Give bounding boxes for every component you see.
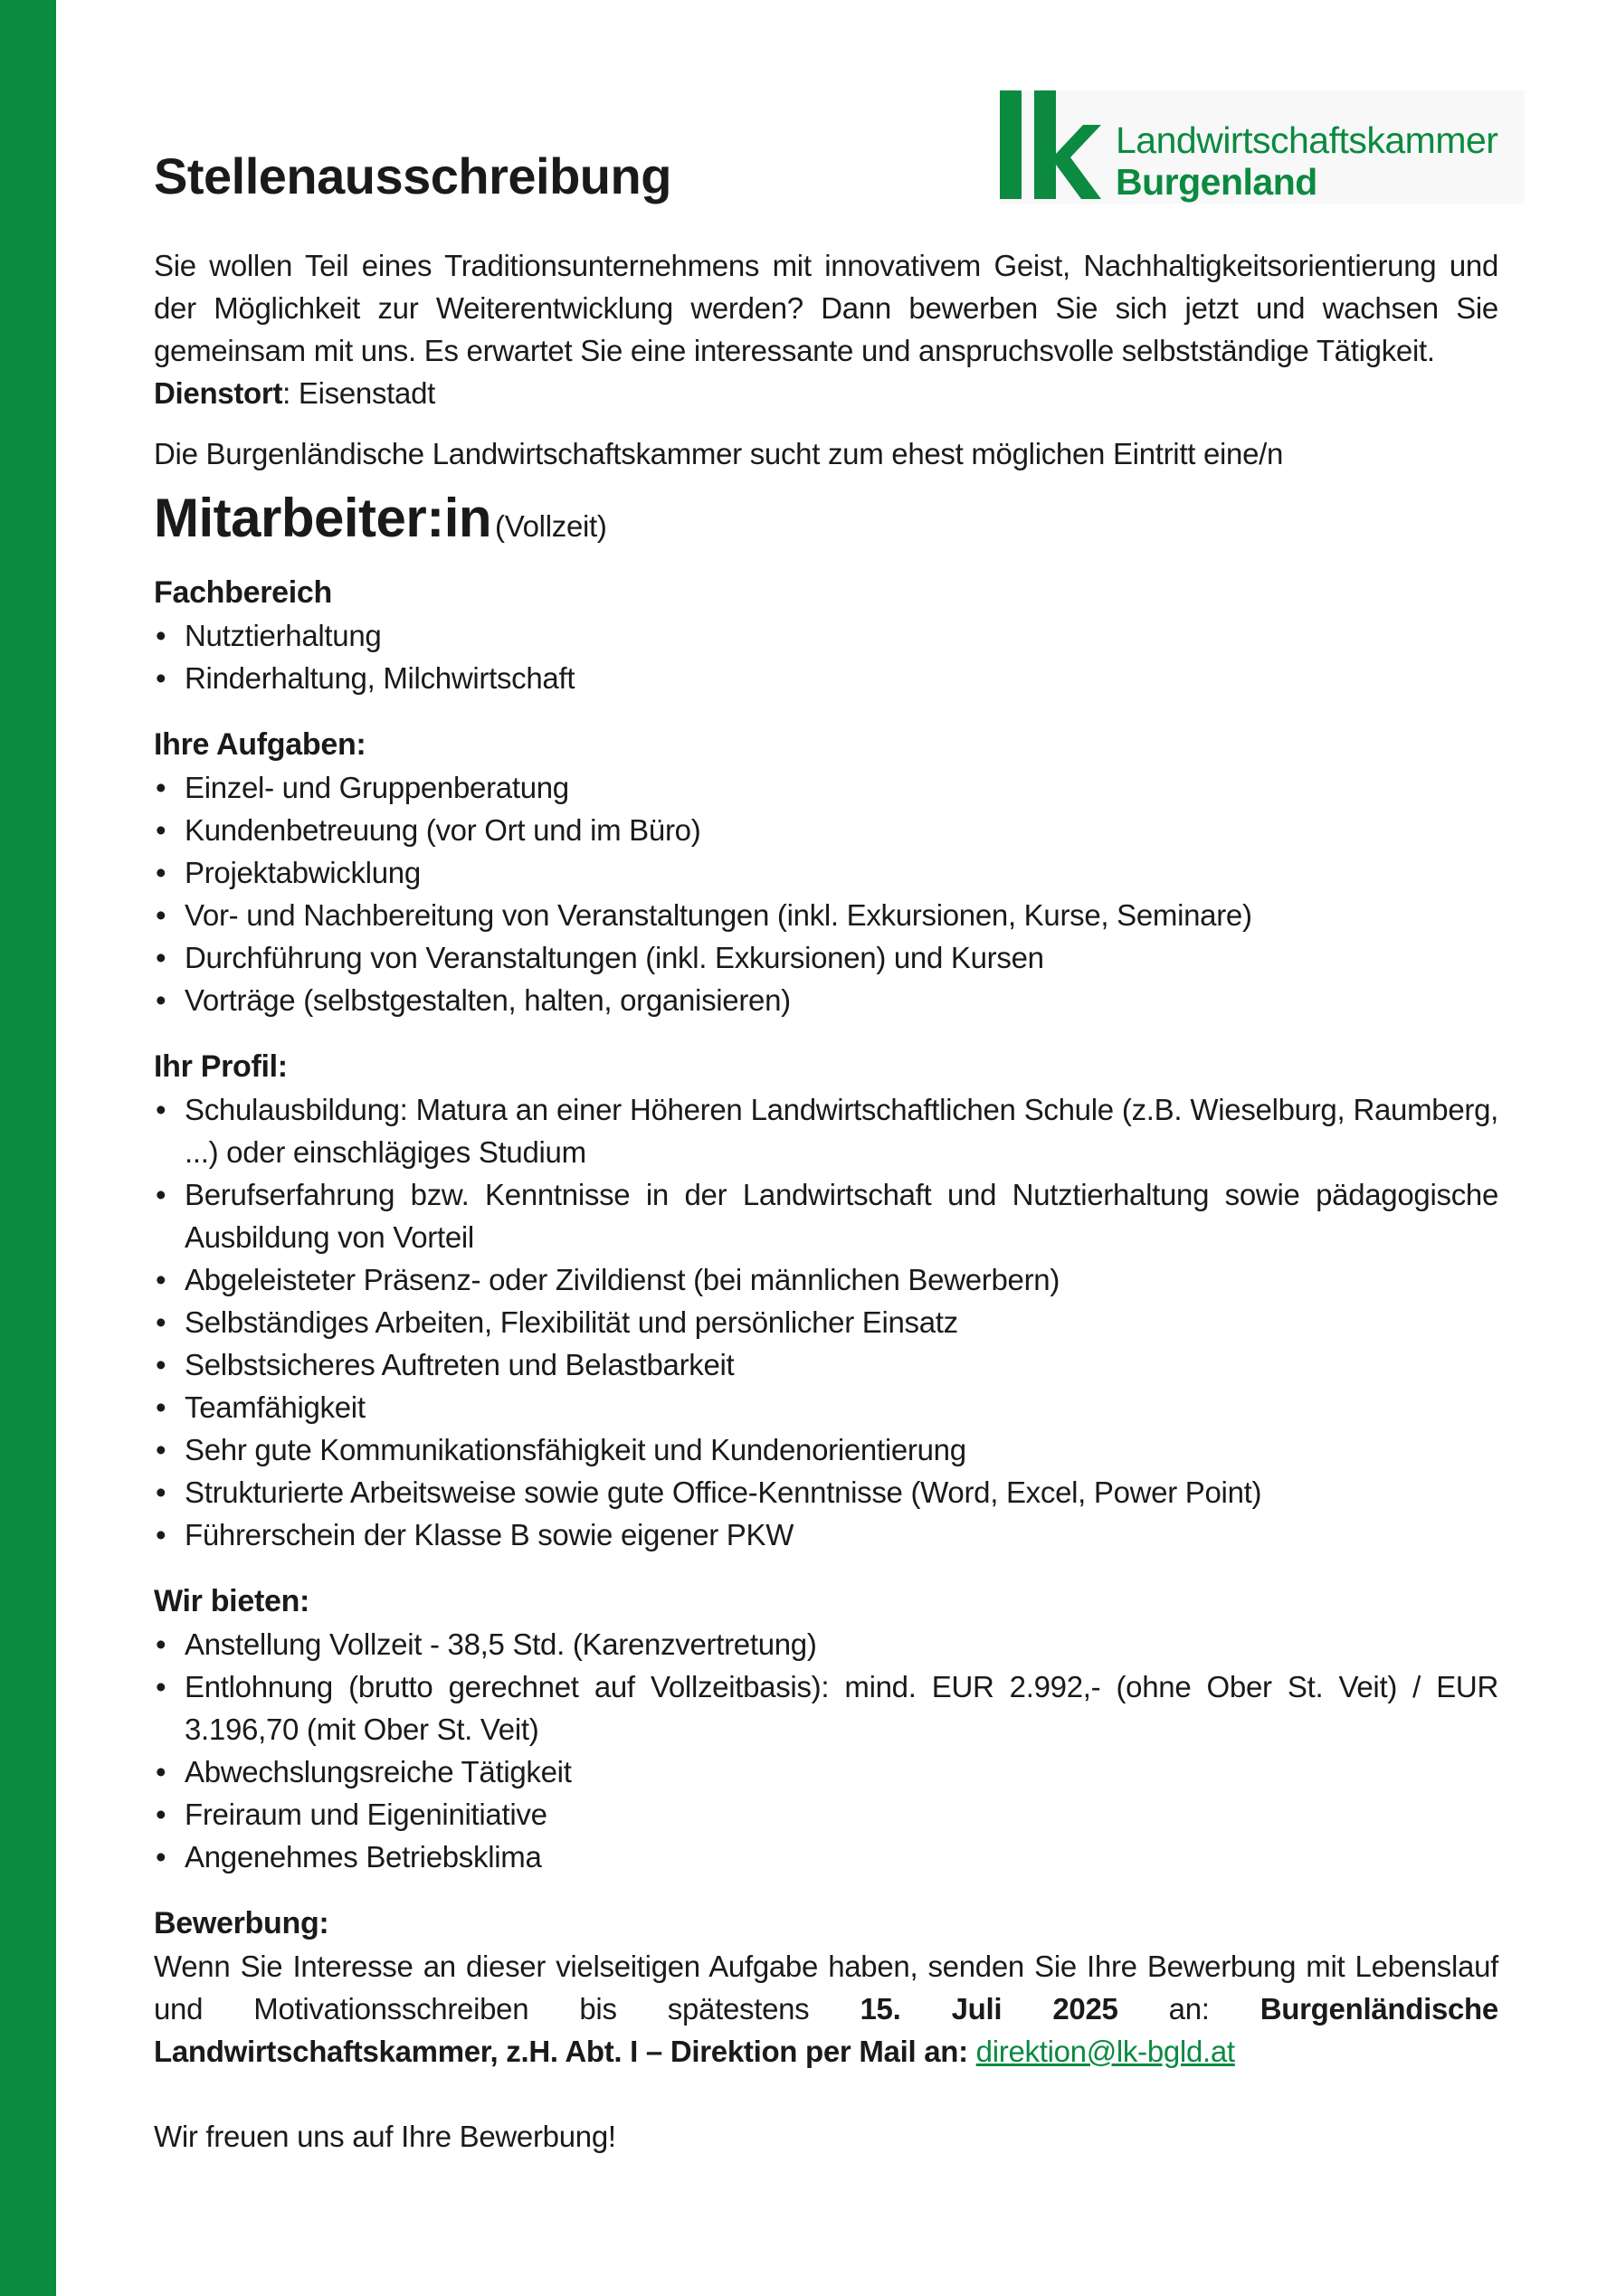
list-item: • Abwechslungsreiche Tätigkeit [154, 1750, 1498, 1793]
application-text-2: an: [1117, 1992, 1260, 2026]
document-body [154, 244, 1498, 2158]
list-item: • Sehr gute Kommunikationsfähigkeit und Kundenorientierung [154, 1428, 1498, 1471]
location-line [154, 372, 1498, 414]
application-recipient: Burgenländische Landwirtschaftskammer, z.H. Abt. I – Direktion per Mail an: [154, 1992, 1498, 2068]
application-deadline: 15. Juli 2025 [860, 1992, 1118, 2026]
aufgaben-list [154, 766, 1498, 1021]
list-item: • Selbstsicheres Auftreten und Belastbarkeit [154, 1343, 1498, 1386]
bieten-heading: Wir bieten: [154, 1584, 310, 1618]
bieten-list [154, 1623, 1498, 1878]
left-green-bar [0, 0, 56, 2296]
job-title: Mitarbeiter:in [154, 488, 492, 548]
list-item: • Anstellung Vollzeit - 38,5 Std. (Karenzvertretung) [154, 1623, 1498, 1665]
list-item: • Berufserfahrung bzw. Kenntnisse in der Landwirtschaft und Nutztierhaltung sowie pädagogische Ausbildung von Vorteil [154, 1173, 1498, 1258]
location-value: : Eisenstadt [282, 376, 435, 410]
search-line: Die Burgenländische Landwirtschaftskammer sucht zum ehest möglichen Eintritt eine/n [154, 437, 1284, 470]
list-item: • Teamfähigkeit [154, 1386, 1498, 1428]
profil-list [154, 1088, 1498, 1556]
intro-paragraph: Sie wollen Teil eines Traditionsunternehmens mit innovativem Geist, Nachhaltigkeitsorientierung und der Möglichkeit zur Weiterentwicklung werden? Dann bewerben Sie sich jetzt und wachsen Sie gemeinsam mit uns. Es erwartet Sie eine interessante und anspruchsvolle selbstständige Tätigkeit. [154, 249, 1498, 367]
aufgaben-heading: Ihre Aufgaben: [154, 727, 366, 762]
list-item: • Projektabwicklung [154, 851, 1498, 894]
list-item: • Angenehmes Betriebsklima [154, 1836, 1498, 1878]
list-item: • Rinderhaltung, Milchwirtschaft [154, 657, 1498, 699]
list-item: • Einzel- und Gruppenberatung [154, 766, 1498, 809]
application-text-1: Wenn Sie Interesse an dieser vielseitigen Aufgabe haben, senden Sie Ihre Bewerbung mit Lebenslauf und Motivationsschreiben bis spätestens [154, 1950, 1498, 2026]
list-item: • Freiraum und Eigeninitiative [154, 1793, 1498, 1836]
profil-heading: Ihr Profil: [154, 1049, 288, 1084]
logo [1000, 90, 1525, 204]
list-item: • Kundenbetreuung (vor Ort und im Büro) [154, 809, 1498, 851]
closing-line: Wir freuen uns auf Ihre Bewerbung! [154, 2120, 616, 2153]
list-item: • Durchführung von Veranstaltungen (inkl. Exkursionen) und Kursen [154, 936, 1498, 979]
list-item: • Entlohnung (brutto gerechnet auf Vollzeitbasis): mind. EUR 2.992,- (ohne Ober St. Veit) / EUR 3.196,70 (mit Ober St. Veit) [154, 1665, 1498, 1750]
application-email-link[interactable]: direktion@lk-bgld.at [975, 2035, 1235, 2068]
list-item: • Strukturierte Arbeitsweise sowie gute Office-Kenntnisse (Word, Excel, Power Point) [154, 1471, 1498, 1513]
list-item: • Vorträge (selbstgestalten, halten, organisieren) [154, 979, 1498, 1021]
fachbereich-heading: Fachbereich [154, 575, 332, 610]
logo-line-2: Burgenland [1116, 161, 1317, 203]
application-paragraph [154, 1945, 1498, 2073]
list-item: • Schulausbildung: Matura an einer Höheren Landwirtschaftlichen Schule (z.B. Wieselburg, Raumberg, ...) oder einschlägiges Studium [154, 1088, 1498, 1173]
logo-text [1116, 119, 1497, 203]
job-title-block [154, 488, 1498, 548]
page-title: Stellenausschreibung [154, 147, 671, 204]
list-item: • Vor- und Nachbereitung von Veranstaltungen (inkl. Exkursionen, Kurse, Seminare) [154, 894, 1498, 936]
list-item: • Führerschein der Klasse B sowie eigener PKW [154, 1513, 1498, 1556]
job-subtitle: (Vollzeit) [495, 509, 607, 543]
lk-logo-mark [1000, 90, 1101, 199]
fachbereich-list [154, 614, 1498, 699]
bewerbung-heading: Bewerbung: [154, 1906, 329, 1940]
location-label: Dienstort [154, 376, 283, 410]
list-item: • Abgeleisteter Präsenz- oder Zivildienst (bei männlichen Bewerbern) [154, 1258, 1498, 1301]
logo-line-1: Landwirtschaftskammer [1116, 119, 1498, 161]
list-item: • Nutztierhaltung [154, 614, 1498, 657]
list-item: • Selbständiges Arbeiten, Flexibilität und persönlicher Einsatz [154, 1301, 1498, 1343]
